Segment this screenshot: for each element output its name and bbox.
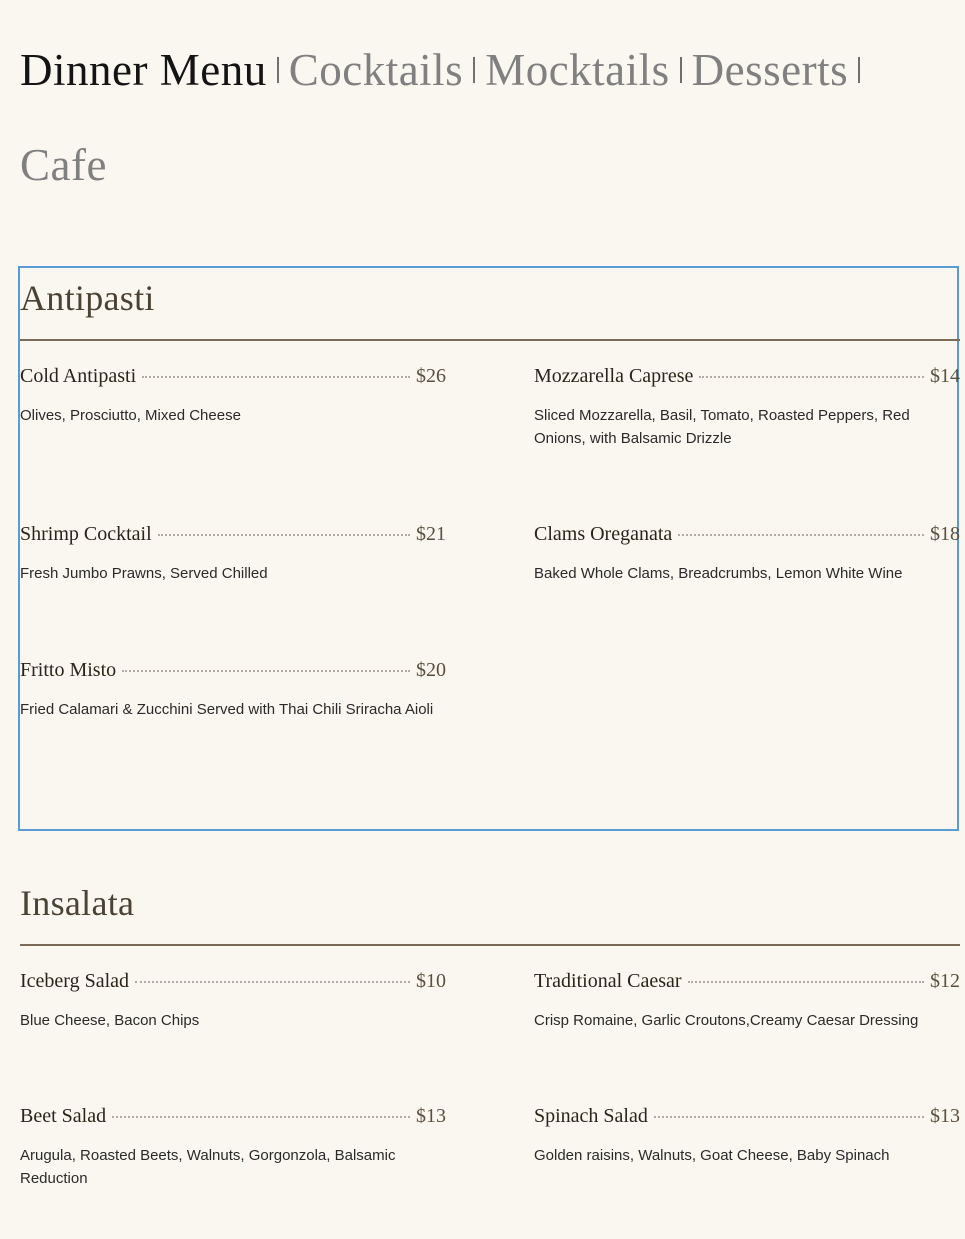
menu-item-description: Baked Whole Clams, Breadcrumbs, Lemon White Wine (534, 565, 903, 582)
menu-item-name: Mozzarella Caprese (534, 365, 694, 387)
menu-item-description: Fresh Jumbo Prawns, Served Chilled (20, 565, 268, 582)
menu-item-spinach-salad (534, 1105, 960, 1167)
menu-item-description: Fried Calamari & Zucchini Served with Thai Chili Sriracha Aioli (20, 701, 434, 718)
menu-item-description: Arugula, Roasted Beets, Walnuts, Gorgonzola, Balsamic Reduction (20, 1147, 396, 1187)
menu-item-description: Crisp Romaine, Garlic Croutons,Creamy Caesar Dressing (534, 1012, 919, 1029)
dotted-leader (688, 981, 924, 983)
dotted-leader (678, 534, 924, 536)
nav-separator (680, 57, 682, 83)
menu-item-name: Beet Salad (20, 1105, 107, 1127)
menu-item-name: Traditional Caesar (534, 970, 682, 992)
menu-item-traditional-caesar (534, 970, 960, 1032)
menu-item-name: Spinach Salad (534, 1105, 648, 1127)
menu-item-shrimp-cocktail (20, 523, 446, 585)
dotted-leader (112, 1116, 410, 1118)
nav-cocktails[interactable]: Cocktails (288, 45, 464, 95)
nav-separator (473, 57, 475, 83)
dotted-leader (158, 534, 410, 536)
dotted-leader (135, 981, 410, 983)
menu-item-mozzarella-caprese (534, 365, 960, 450)
menu-item-price: $13 (416, 1105, 446, 1127)
nav-desserts[interactable]: Desserts (691, 45, 849, 95)
menu-item-fritto-misto (20, 659, 446, 721)
menu-item-price: $26 (416, 365, 446, 387)
section-divider (20, 944, 960, 946)
dotted-leader (699, 376, 924, 378)
menu-category-nav (20, 28, 950, 218)
menu-item-name: Cold Antipasti (20, 365, 137, 387)
menu-item-description: Olives, Prosciutto, Mixed Cheese (20, 407, 241, 424)
nav-dinner-menu[interactable]: Dinner Menu (20, 45, 267, 95)
insalata-section (20, 872, 960, 1212)
dotted-leader (142, 376, 410, 378)
dotted-leader (122, 670, 410, 672)
menu-item-cold-antipasti (20, 365, 446, 427)
antipasti-section (20, 267, 960, 832)
menu-item-price: $14 (930, 365, 960, 387)
nav-separator (858, 57, 860, 83)
menu-item-price: $13 (930, 1105, 960, 1127)
section-divider (20, 339, 960, 341)
menu-item-name: Iceberg Salad (20, 970, 130, 992)
section-title-antipasti: Antipasti (20, 278, 155, 318)
menu-item-iceberg-salad (20, 970, 446, 1032)
menu-item-price: $21 (416, 523, 446, 545)
menu-item-name: Clams Oreganata (534, 523, 673, 545)
nav-cafe[interactable]: Cafe (20, 140, 107, 190)
menu-item-price: $10 (416, 970, 446, 992)
section-title-insalata: Insalata (20, 883, 135, 923)
menu-item-name: Shrimp Cocktail (20, 523, 152, 545)
menu-item-beet-salad (20, 1105, 446, 1190)
dotted-leader (654, 1116, 924, 1118)
menu-item-price: $12 (930, 970, 960, 992)
menu-item-price: $18 (930, 523, 960, 545)
menu-item-name: Fritto Misto (20, 659, 117, 681)
menu-item-description: Blue Cheese, Bacon Chips (20, 1012, 200, 1029)
menu-item-description: Sliced Mozzarella, Basil, Tomato, Roasted Peppers, Red Onions, with Balsamic Drizzle (534, 407, 910, 447)
menu-item-description: Golden raisins, Walnuts, Goat Cheese, Baby Spinach (534, 1147, 890, 1164)
nav-mocktails[interactable]: Mocktails (485, 45, 670, 95)
menu-item-price: $20 (416, 659, 446, 681)
menu-item-clams-oreganata (534, 523, 960, 585)
nav-separator (277, 57, 279, 83)
